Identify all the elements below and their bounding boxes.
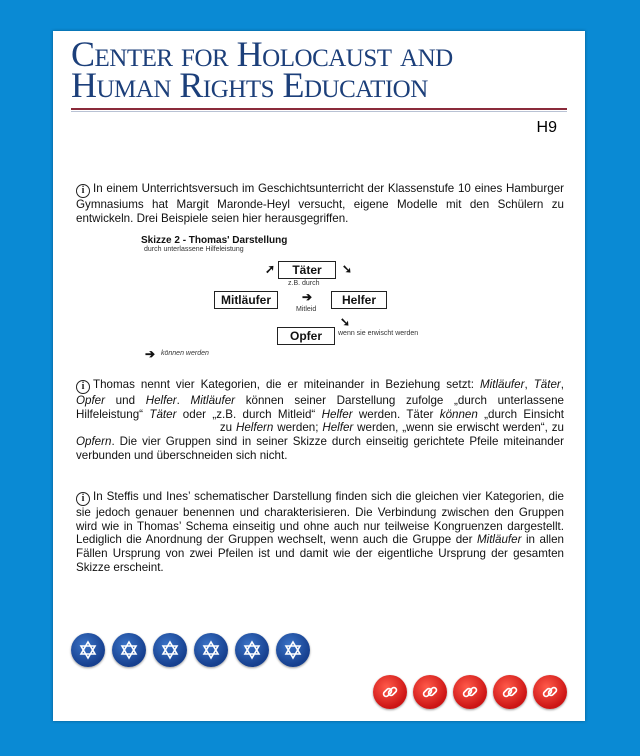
arrow-se-icon: ➘ (342, 262, 353, 276)
label-wenn-erwischt: wenn sie erwischt werden (338, 330, 419, 337)
arrow-ne-icon: ➚ (265, 262, 276, 276)
star-of-david-button-5[interactable] (235, 633, 269, 667)
link-button-3[interactable] (453, 675, 487, 709)
text: . Die vier Gruppen sind in seiner Skizze durch einseitig gerichtete Pfeile miteinander verbunden und überschneiden sich nicht. (76, 435, 564, 462)
link-icon (501, 683, 519, 701)
term-mitlaeufer: Mitläufer (476, 533, 522, 547)
arrow-right-small-icon: ➔ (145, 347, 156, 361)
term-koennen: können (439, 407, 478, 421)
text: werden; (273, 421, 323, 435)
page-code: H9 (536, 119, 557, 136)
term-mitlaeufer: Mitläufer (479, 378, 525, 391)
text: „durch Einsicht (477, 407, 564, 421)
text: , (560, 378, 564, 391)
term-opfer: Opfer (76, 394, 105, 407)
label-koennen-werden: können werden (161, 350, 209, 357)
text: können seiner Darstellung zufolge „durch unterlassene Hilfeleistung“ (76, 394, 564, 421)
link-button-4[interactable] (493, 675, 527, 709)
star-of-david-icon (78, 640, 98, 660)
box-mitlaeufer: Mitläufer (214, 291, 278, 309)
text: werden. Täter (352, 407, 440, 421)
sketch-diagram (53, 31, 585, 371)
info-icon: i (76, 492, 90, 506)
info-icon: i (76, 184, 90, 198)
link-button-1[interactable] (373, 675, 407, 709)
link-icon (461, 683, 479, 701)
analysis-paragraph-steffi-ines (76, 490, 564, 575)
link-button-2[interactable] (413, 675, 447, 709)
term-helfern: Helfern (235, 421, 274, 435)
document-page (53, 31, 585, 721)
text: in allen Fällen Ursprung von zwei Pfeilen ist und damit wie der eigentliche Ursprung der gesamten Skizze erscheint. (76, 533, 564, 574)
text: . (176, 394, 191, 407)
sketch-subtitle: durch unterlassene Hilfeleistung (144, 246, 244, 253)
info-icon: i (76, 380, 90, 394)
star-of-david-icon (242, 640, 262, 660)
term-helfer: Helfer (145, 394, 177, 407)
box-taeter: Täter (278, 261, 336, 279)
star-of-david-icon (283, 640, 303, 660)
box-helfer: Helfer (331, 291, 387, 309)
star-of-david-button-1[interactable] (71, 633, 105, 667)
text: , (524, 378, 534, 391)
arrow-right-icon: ➔ (302, 290, 313, 304)
term-opfern: Opfern (76, 435, 112, 449)
sketch-title: Skizze 2 - Thomas' Darstellung (141, 235, 288, 246)
link-button-5[interactable] (533, 675, 567, 709)
link-icon (421, 683, 439, 701)
label-zb-durch: z.B. durch (288, 280, 320, 287)
star-of-david-button-4[interactable] (194, 633, 228, 667)
star-of-david-button-2[interactable] (112, 633, 146, 667)
term-helfer: Helfer (321, 407, 353, 421)
box-opfer: Opfer (277, 327, 335, 345)
star-of-david-button-3[interactable] (153, 633, 187, 667)
text: In Steffis und Ines’ schematischer Darstellung finden sich die gleichen vier Kategorien, die sie jedoch genauer benennen und charakterisieren. Die Verbindung zwischen den Gruppen wird wie in Thomas’ Schema einseitig und ohne auch nur teilweise Kongruenzen dargestellt. Lediglich die Anordnung der Gruppen wechselt, wenn auch die Gruppe der (76, 490, 564, 547)
star-of-david-icon (160, 640, 180, 660)
term-mitlaeufer: Mitläufer (190, 394, 236, 407)
term-taeter: Täter (149, 407, 177, 421)
star-of-david-icon (201, 640, 221, 660)
label-mitleid: Mitleid (296, 306, 317, 313)
text: Thomas nennt vier Kategorien, die er miteinander in Beziehung setzt: (93, 378, 480, 391)
analysis-paragraph-thomas (76, 378, 564, 463)
text: und (105, 394, 146, 407)
link-icon (381, 683, 399, 701)
link-icon (541, 683, 559, 701)
term-taeter: Täter (533, 378, 561, 391)
text: zu (216, 421, 236, 435)
intro-text: In einem Unterrichtsversuch im Geschichtsunterricht der Klassenstufe 10 eines Hamburger Gymnasiums hat Margit Maronde-Heyl versucht, eigene Modelle mit den Schülern zu entwickeln. Drei Beispiele seien hier herausgegriffen. (76, 182, 564, 225)
arrow-sw-icon: ➘ (340, 315, 351, 329)
star-of-david-icon (119, 640, 139, 660)
site-title-line1: Center for Holocaust and (71, 34, 453, 74)
text: oder „z.B. durch Mitleid“ (176, 407, 322, 421)
site-title-line2: Human Rights Education (71, 65, 428, 105)
text: werden, „wenn sie erwischt werden“, zu (353, 421, 564, 435)
star-of-david-button-6[interactable] (276, 633, 310, 667)
term-helfer: Helfer (322, 421, 354, 435)
